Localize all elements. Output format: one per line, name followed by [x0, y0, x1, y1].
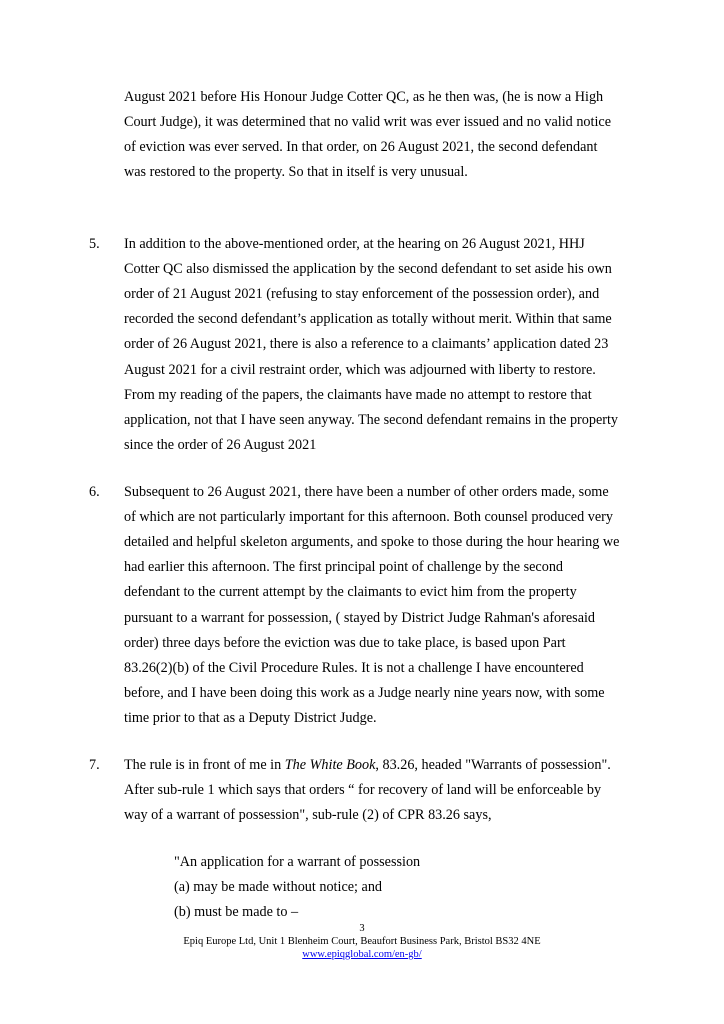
body-text-line: recorded the second defendant’s application as totally without merit. Within that same [124, 311, 612, 327]
body-text-line: order of 21 August 2021 (refusing to stay enforcement of the possession order), and [124, 286, 600, 302]
paragraph-number: 6. [89, 484, 100, 500]
body-text-line: way of a warrant of possession", sub-rule (2) of CPR 83.26 says, [124, 807, 492, 823]
body-text-line: In addition to the above-mentioned order, at the hearing on 26 August 2021, HHJ [124, 236, 585, 252]
body-text-line: Court Judge), it was determined that no valid writ was ever issued and no valid notice [124, 114, 611, 130]
body-text-line: August 2021 before His Honour Judge Cotter QC, as he then was, (he is now a High [124, 89, 604, 105]
book-title: The White Book [284, 757, 376, 773]
paragraph-number: 7. [89, 757, 100, 773]
body-text-line: order) three days before the eviction was due to take place, is based upon Part [124, 635, 566, 651]
body-text-line: of eviction was ever served. In that order, on 26 August 2021, the second defendant [124, 139, 598, 155]
page-number: 3 [359, 923, 365, 934]
body-text-line: application, not that I have seen anyway. The second defendant remains in the property [124, 412, 619, 428]
body-text-line: order of 26 August 2021, there is also a reference to a claimants’ application dated 23 [124, 336, 609, 352]
body-text-line: After sub-rule 1 which says that orders “ for recovery of land will be enforceable by [124, 782, 602, 798]
quote-line: (a) may be made without notice; and [174, 879, 383, 895]
footer-link[interactable]: www.epiqglobal.com/en-gb/ [302, 949, 422, 960]
body-text-line: of which are not particularly important for this afternoon. Both counsel produced very [124, 509, 613, 525]
body-text-line: detailed and helpful skeleton arguments, and spoke to those during the hour hearing we [124, 534, 620, 550]
body-text-line: before, and I have been doing this work as a Judge nearly nine years now, with some [124, 685, 605, 701]
footer-address: Epiq Europe Ltd, Unit 1 Blenheim Court, Beaufort Business Park, Bristol BS32 4NE [183, 936, 541, 947]
body-text-line: August 2021 for a civil restraint order, which was adjourned with liberty to restore. [124, 362, 596, 378]
body-text-fragment: , 83.26, headed "Warrants of possession". [375, 757, 611, 773]
body-text-line: 83.26(2)(b) of the Civil Procedure Rules. It is not a challenge I have encountered [124, 660, 584, 676]
body-text-fragment: The rule is in front of me in [124, 757, 285, 773]
body-text-line: From my reading of the papers, the claimants have made no attempt to restore that [124, 387, 592, 403]
body-text-line: since the order of 26 August 2021 [124, 437, 317, 453]
footer-link-row [0, 948, 724, 961]
paragraph-number: 5. [89, 236, 100, 252]
body-text-line: Cotter QC also dismissed the application by the second defendant to set aside his own [124, 261, 612, 277]
body-text-line: had earlier this afternoon. The first principal point of challenge by the second [124, 559, 564, 575]
quote-line: (b) must be made to – [174, 904, 299, 920]
body-text-line: pursuant to a warrant for possession, ( stayed by District Judge Rahman's aforesaid [124, 610, 596, 626]
body-text-line: was restored to the property. So that in itself is very unusual. [124, 164, 468, 180]
body-text-line: time prior to that as a Deputy District Judge. [124, 710, 377, 726]
body-text-line: Subsequent to 26 August 2021, there have been a number of other orders made, some [124, 484, 609, 500]
body-text-line: defendant to the current attempt by the claimants to evict him from the property [124, 584, 577, 600]
quote-line: "An application for a warrant of possession [174, 854, 421, 870]
body-text-line [124, 756, 611, 774]
